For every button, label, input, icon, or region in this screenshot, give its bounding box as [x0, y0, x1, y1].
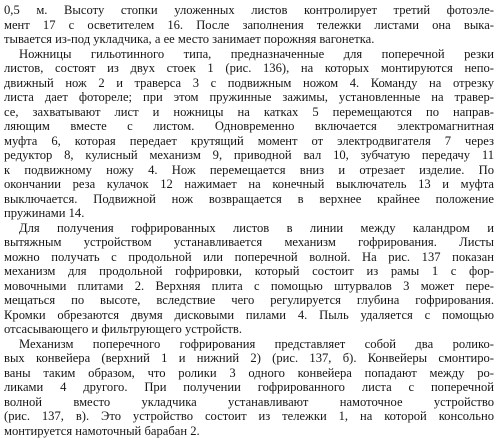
text-line: Механизм поперечного гофрирования представляет собой два ролико- [4, 337, 494, 352]
text-line: муфта 6, которая передает крутящий момент от электродвигателя 7 через [4, 134, 494, 149]
text-line: окончании реза кулачок 12 нажимает на конечный выключатель 13 и муфта [4, 177, 494, 192]
text-line: Для получения гофрированных листов в линии между каландром и [4, 221, 494, 236]
text-line: вытяжным устройством устанавливается механизм гофрирования. Листы [4, 235, 494, 250]
text-line: пружинами 14. [4, 206, 494, 221]
text-line: монтируется намоточный барабан 2. [4, 424, 494, 438]
text-line: мещаться по высоте, вследствие чего регулируется глубина гофрирования. [4, 293, 494, 308]
text-line: 0,5 м. Высоту стопки уложенных листов контролирует третий фотоэле- [4, 3, 494, 18]
text-line: тывается из-под укладчика, а ее место занимает порожняя вагонетка. [4, 32, 494, 47]
text-line: отсасывающего и фильтрующего устройств. [4, 322, 494, 337]
text-line: се, захватывают лист и ножницы на катках 5 перемещаются по направ- [4, 105, 494, 120]
text-line: листа дает фотореле; при этом пружинные зажимы, установленные на травер- [4, 90, 494, 105]
text-line: Ножницы гильотинного типа, предназначенные для поперечной резки [4, 47, 494, 62]
text-line: ваны таким образом, что ролики 3 одного конвейера попадают между ро- [4, 366, 494, 381]
text-line: к подвижному ножу 4. Нож перемещается вниз и отрезает изделие. По [4, 163, 494, 178]
text-line: Кромки обрезаются двумя дисковыми пилами 4. Пыль удаляется с помощью [4, 308, 494, 323]
paragraph-1 [4, 3, 494, 47]
text-line: механизм для продольной гофрировки, который состоит из рамы 1 с фор- [4, 264, 494, 279]
text-line: выключается. Подвижной нож возвращается в верхнее крайнее положение [4, 192, 494, 207]
text-line: волной вместо укладчика устанавливают намоточное устройство [4, 395, 494, 410]
text-line: вых конвейера (верхний 1 и нижний 2) (рис. 137, б). Конвейеры смонтиро- [4, 351, 494, 366]
text-line: движный нож 2 и траверса 3 с подвижным ножом 4. Команду на отрезку [4, 76, 494, 91]
text-line: ляющим вместе с листом. Одновременно включается электромагнитная [4, 119, 494, 134]
text-line: можно получать с продольной или поперечной волной. На рис. 137 показан [4, 250, 494, 265]
text-line: ликами 4 другого. При получении гофрированного листа с поперечной [4, 380, 494, 395]
paragraph-3 [4, 221, 494, 337]
text-line: (рис. 137, в). Это устройство состоит из тележки 1, на которой консольно [4, 409, 494, 424]
paragraph-2 [4, 47, 494, 221]
paragraph-4 [4, 337, 494, 438]
text-line: мовочными плитами 2. Верхняя плита с помощью штурвалов 3 может пере- [4, 279, 494, 294]
text-line: листов, состоят из двух стоек 1 (рис. 136), на которых монтируются непо- [4, 61, 494, 76]
text-line: редуктор 8, кулисный механизм 9, приводной вал 10, зубчатую передачу 11 [4, 148, 494, 163]
text-line: мент 17 с осветителем 16. После заполнения тележки листами она выка- [4, 18, 494, 33]
